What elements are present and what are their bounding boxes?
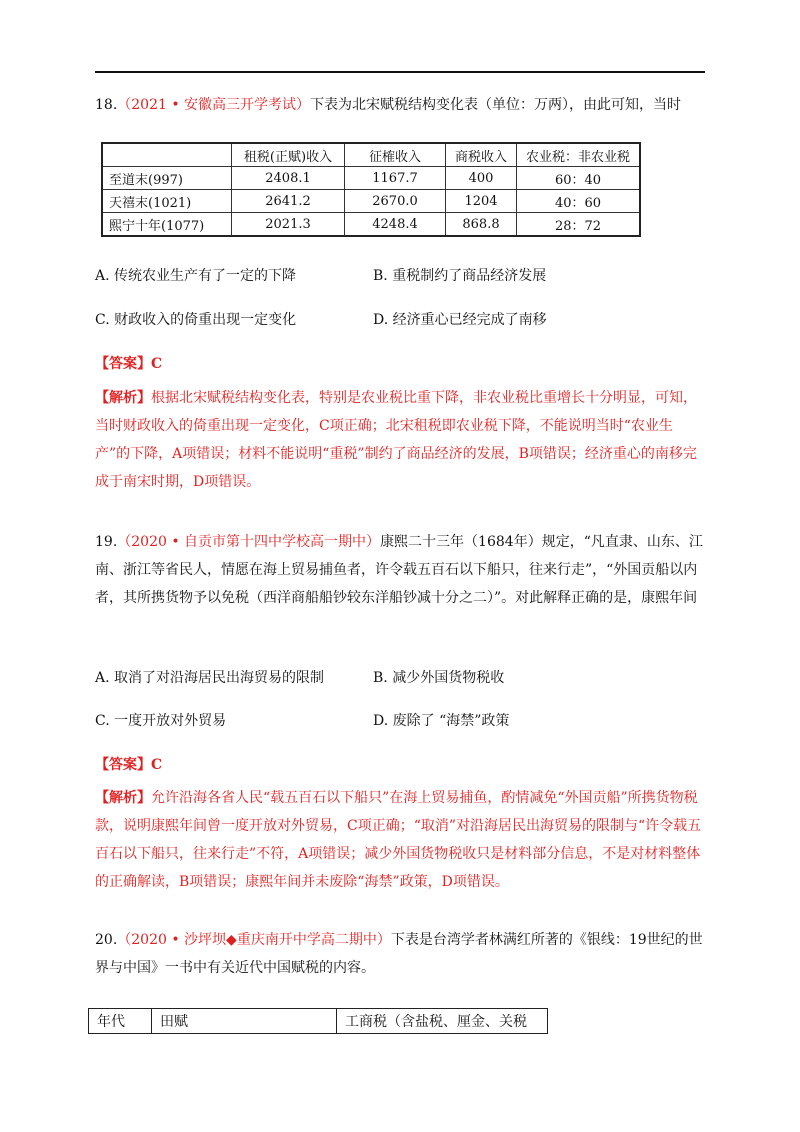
table-cell: 2641.2 <box>232 190 345 213</box>
q18-source: （2021 • 安徽高三开学考试） <box>117 97 311 113</box>
q18-analysis-text: 根据北宋赋税结构变化表，特别是农业税比重下降，非农业税比重增长十分明显，可知，当时财政收入的倚重出现一定变化，C项正确；北宋租税即农业税下降，不能说明当时“农业生产”的下降，A项错误；材料不能说明“重税”制约了商品经济的发展，B项错误；经济重心的南移完成于南宋时期，D项错误。 <box>95 390 697 490</box>
q19-analysis-label: 【解析】 <box>95 790 151 806</box>
q20-stem-text: 下表是台湾学者林满红所著的《银线：19世纪的世界与中国》一书中有关近代中国赋税的内容。 <box>95 932 703 976</box>
table-cell: 2021.3 <box>232 213 345 237</box>
q18-analysis <box>95 384 707 496</box>
q19-option-c: C. 一度开放对外贸易 <box>95 713 227 729</box>
table-cell: 60：40 <box>517 167 641 190</box>
table-cell: 2408.1 <box>232 167 345 190</box>
q18-number: 18. <box>95 97 118 113</box>
table-cell: 400 <box>446 167 517 190</box>
table-cell: 28：72 <box>517 213 641 237</box>
q19-option-a: A. 取消了对沿海居民出海贸易的限制 <box>95 670 325 686</box>
table-header-cell: 租税(正赋)收入 <box>232 143 345 167</box>
table-row <box>102 213 640 237</box>
q20-source: （2020 • 沙坪坝◆重庆南开中学高二期中） <box>117 932 391 948</box>
q18-option-c: C. 财政收入的倚重出现一定变化 <box>95 312 297 328</box>
table-cell: 熙宁十年(1077) <box>102 213 232 237</box>
q19-option-d: D. 废除了 “海禁”政策 <box>373 713 510 729</box>
table-header-cell: 商税收入 <box>446 143 517 167</box>
q19-option-b: B. 减少外国货物税收 <box>373 670 505 686</box>
table-cell: 2670.0 <box>345 190 446 213</box>
table-cell: 至道末(997) <box>102 167 232 190</box>
q19-number: 19. <box>95 534 118 550</box>
q19-analysis <box>95 784 707 896</box>
table-header-cell: 田赋 <box>152 1009 337 1034</box>
q20-number: 20. <box>95 932 118 948</box>
q20-stem <box>95 926 707 982</box>
q18-option-a: A. 传统农业生产有了一定的下降 <box>95 268 297 284</box>
q19-answer: 【答案】C <box>95 757 163 773</box>
q18-option-d: D. 经济重心已经完成了南移 <box>373 312 547 328</box>
table-cell: 1204 <box>446 190 517 213</box>
table-cell: 40：60 <box>517 190 641 213</box>
q19-stem <box>95 528 707 612</box>
q18-table <box>101 142 641 237</box>
table-cell: 天禧末(1021) <box>102 190 232 213</box>
q18-analysis-label: 【解析】 <box>95 390 151 406</box>
table-header-cell: 年代 <box>89 1009 152 1034</box>
header-rule <box>95 71 705 73</box>
table-header-row <box>102 143 640 167</box>
table-cell: 4248.4 <box>345 213 446 237</box>
table-header-row <box>89 1009 548 1034</box>
table-cell: 868.8 <box>446 213 517 237</box>
q18-option-b: B. 重税制约了商品经济发展 <box>373 268 547 284</box>
q19-analysis-text: 允许沿海各省人民“载五百石以下船只”在海上贸易捕鱼，酌情减免“外国贡船”所携货物税款，说明康熙年间曾一度开放对外贸易，C项正确；“取消”对沿海居民出海贸易的限制与“许令载五百石以下船只，往来行走”不符，A项错误；减少外国货物税收只是材料部分信息，不是对材料整体的正确解读，B项错误；康熙年间并未废除“海禁”政策，D项错误。 <box>95 790 702 890</box>
q20-table <box>88 1008 548 1034</box>
table-row <box>102 190 640 213</box>
q18-answer: 【答案】C <box>95 356 163 372</box>
table-header-cell <box>102 143 232 167</box>
q19-stem-text: 康熙二十三年（1684年）规定，“凡直隶、山东、江南、浙江等省民人，情愿在海上贸易捕鱼者，许令载五百石以下船只，往来行走”，“外国贡船以内者，其所携货物予以免税（西洋商船船钞较东洋船钞减十分之二）”。对此解释正确的是，康熙年间 <box>95 534 703 606</box>
table-header-cell: 工商税（含盐税、厘金、关税 <box>337 1009 548 1034</box>
q18-stem-text: 下表为北宋赋税结构变化表（单位：万两），由此可知，当时 <box>310 97 682 113</box>
q19-source: （2020 • 自贡市第十四中学校高一期中） <box>117 534 381 550</box>
table-header-cell: 农业税：非农业税 <box>517 143 641 167</box>
table-cell: 1167.7 <box>345 167 446 190</box>
table-row <box>102 167 640 190</box>
q18-stem <box>95 91 707 119</box>
table-header-cell: 征榷收入 <box>345 143 446 167</box>
